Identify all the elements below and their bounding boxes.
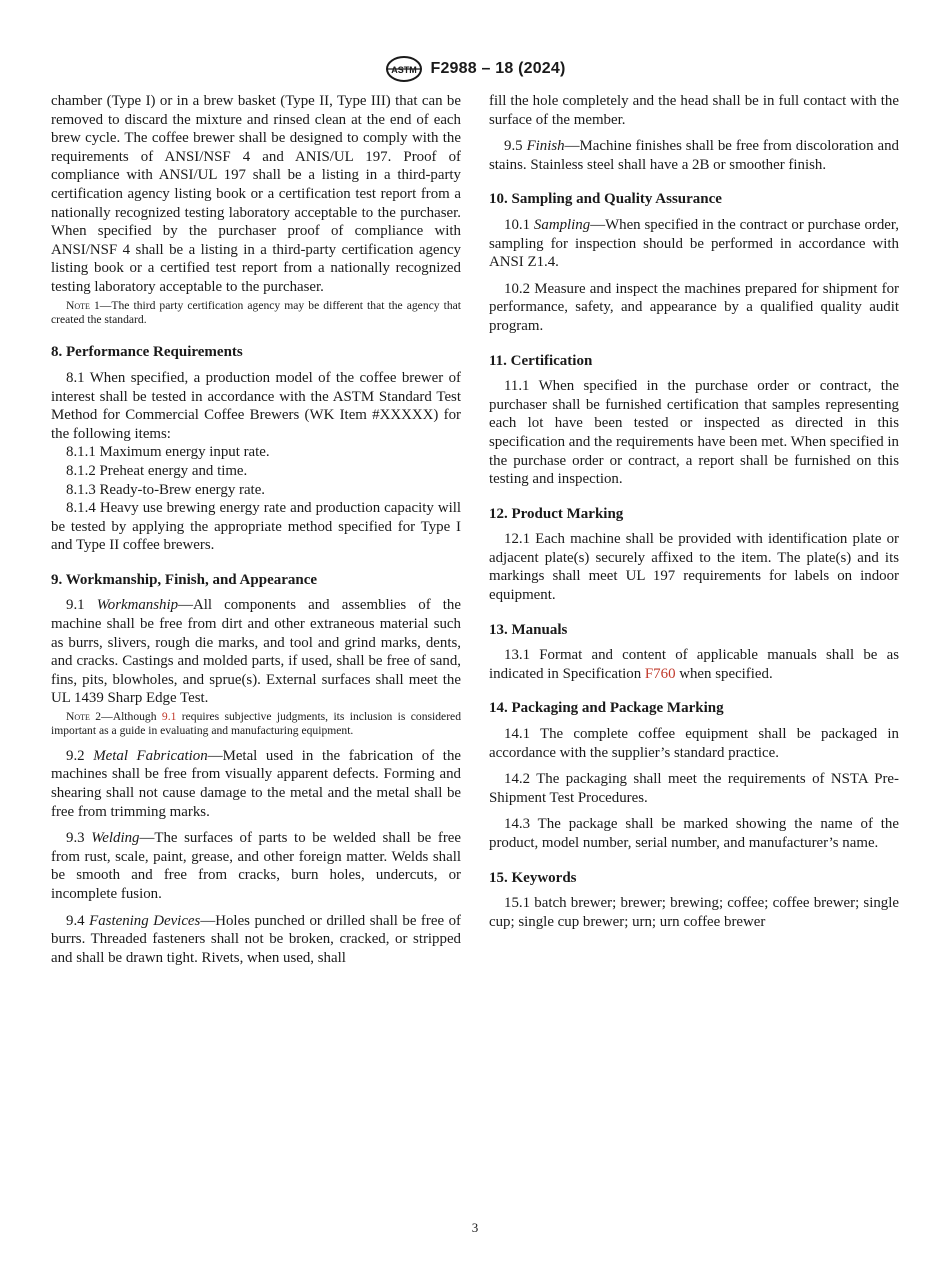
paragraph-12-1: 12.1 Each machine shall be provided with identification plate or adjacent plate(s) securely affixed to the item. The plate(s) and its markings shall meet UL 197 requirements for labels on indoor equipment. <box>489 531 899 604</box>
note-1 <box>51 299 461 328</box>
paragraph-13-1-text-post: when specified. <box>675 665 773 682</box>
paragraph-10-2: 10.2 Measure and inspect the machines prepared for shipment for performance, safety, and appearance by a qualified quality audit program. <box>489 280 899 334</box>
paragraph-9-1 <box>51 596 461 708</box>
astm-logo-icon <box>384 56 424 82</box>
paragraph-9-1-number: 9.1 <box>66 597 85 614</box>
paragraph-9-2 <box>51 747 461 821</box>
note-1-label: Note 1 <box>66 298 100 312</box>
paragraph-10-1-number: 10.1 <box>504 216 531 233</box>
paragraph-9-5-number: 9.5 <box>504 138 523 155</box>
section-10-heading: 10. Sampling and Quality Assurance <box>489 191 722 208</box>
paragraph-9-3-title: Welding <box>91 830 140 847</box>
paragraph-9-2-text: —Metal used in the fabrication of the machines shall be free from visually apparent defects. Forming and shearing shall not cause damage to the metal and the metal shall be free from trimming marks. <box>51 747 461 820</box>
paragraph-9-5-title: Finish <box>526 138 565 155</box>
paragraph-9-4 <box>51 912 461 968</box>
paragraph-8-1-1: 8.1.1 Maximum energy input rate. <box>66 444 270 461</box>
paragraph-9-4-text: —Holes punched or drilled shall be free of burrs. Threaded fasteners shall not be broken, cracked, or stripped and shall be drawn tight. Rivets, when used, shall <box>51 912 461 966</box>
paragraph-9-1-text: —All components and assemblies of the machine shall be free from dirt and other extraneous material such as burrs, slivers, rough die marks, and tool and grind marks, dents, and cracks. Castings and molded parts, if used, shall be free of sand, fins, pits, blowholes, and sprue(s). External surfaces shall meet the UL 1439 Sharp Edge Test. <box>51 597 461 707</box>
document-designation: F2988 – 18 (2024) <box>430 60 566 77</box>
paragraph-9-3-number: 9.3 <box>66 830 85 847</box>
page-number: 3 <box>471 1220 479 1235</box>
paragraph-8-1-3: 8.1.3 Ready-to-Brew energy rate. <box>66 481 266 498</box>
paragraph-8-1-4: 8.1.4 Heavy use brewing energy rate and production capacity will be tested by applying the appropriate method specified for Type I and Type II coffee brewers. <box>51 500 461 554</box>
section-13-heading: 13. Manuals <box>489 621 568 638</box>
note-2-text-pre: —Although <box>101 710 162 724</box>
paragraph-9-2-number: 9.2 <box>66 747 85 764</box>
section-9-heading: 9. Workmanship, Finish, and Appearance <box>51 571 318 588</box>
section-8-heading: 8. Performance Requirements <box>51 344 243 361</box>
paragraph-13-1-text-pre: 13.1 Format and content of applicable manuals shall be as indicated in Specification <box>489 647 899 682</box>
paragraph-9-3-text: —The surfaces of parts to be welded shall be free from rust, scale, paint, grease, and other foreign matter. Welds shall be smooth and free from cracks, burn holes, undercuts, or incomplete fusion. <box>51 830 461 902</box>
paragraph-14-1: 14.1 The complete coffee equipment shall be packaged in accordance with the supplier’s standard practice. <box>489 726 899 761</box>
paragraph-10-1-title: Sampling <box>533 216 591 233</box>
paragraph-continued: chamber (Type I) or in a brew basket (Type II, Type III) that can be removed to discard the mixture and rinsed clean at the end of each brew cycle. The coffee brewer shall be designed to comply with the requirements of ANSI/NSF 4 and ANIS/UL 197. Proof of compliance with ANSI/UL 197 shall be a listing in a third-party certification agency listing book or a certification test report from a nationally recognized testing laboratory acceptable to the purchaser. When specified by the purchaser proof of compliance with ANSI/NSF 4 shall be a listing in a third-party certification agency listing book or a certified test report from a nationally recognized testing laboratory acceptable to the purchaser. <box>51 93 461 295</box>
logo-text: ASTM <box>391 65 418 75</box>
right-column <box>489 92 899 931</box>
paragraph-10-1-text: —When specified in the contract or purchase order, sampling for inspection should be performed in accordance with ANSI Z1.4. <box>489 216 899 271</box>
note-2-ref-link[interactable]: 9.1 <box>161 710 177 724</box>
paragraph-9-2-title: Metal Fabrication <box>93 747 208 764</box>
section-15-heading: 15. Keywords <box>489 869 577 886</box>
left-column <box>51 92 461 967</box>
paragraph-8-1-2: 8.1.2 Preheat energy and time. <box>66 462 248 479</box>
note-2 <box>51 710 461 739</box>
paragraph-15-1: 15.1 batch brewer; brewer; brewing; coffee; coffee brewer; single cup; single cup brewer; urn; urn coffee brewer <box>489 895 899 930</box>
paragraph-8-1: 8.1 When specified, a production model of the coffee brewer of interest shall be tested in accordance with the ASTM Standard Test Method for Commercial Coffee Brewers (WK Item #XXXXX) for the following items: <box>51 369 461 442</box>
paragraph-14-2: 14.2 The packaging shall meet the requirements of NSTA Pre-Shipment Test Procedures. <box>489 771 899 806</box>
note-2-label: Note 2 <box>66 710 102 724</box>
paragraph-11-1: 11.1 When specified in the purchase order or contract, the purchaser shall be furnished certification that samples representing each lot have been tested or inspected as directed in this specification and the requirements have been met. When specified in the purchase order or contract, a report shall be furnished on this testing and inspection. <box>489 378 899 488</box>
section-14-heading: 14. Packaging and Package Marking <box>489 700 724 717</box>
page-header <box>0 56 950 82</box>
paragraph-9-5-text: —Machine finishes shall be free from discoloration and stains. Stainless steel shall have a 2B or smoother finish. <box>489 138 899 173</box>
note-1-text: —The third party certification agency may be different that the agency that created the standard. <box>51 298 462 326</box>
specification-f760-link[interactable]: F760 <box>644 665 676 682</box>
section-12-heading: 12. Product Marking <box>489 505 624 522</box>
paragraph-9-3 <box>51 829 461 903</box>
paragraph-9-4-continued: fill the hole completely and the head shall be in full contact with the surface of the member. <box>489 93 899 128</box>
paragraph-13-1 <box>489 646 899 683</box>
paragraph-14-3: 14.3 The package shall be marked showing the name of the product, model number, serial number, and manufacturer’s name. <box>489 816 899 851</box>
note-2-text-post: requires subjective judgments, its inclusion is considered important as a guide in evaluating and manufacturing equipment. <box>51 710 461 738</box>
paragraph-10-1 <box>489 216 899 272</box>
paragraph-9-1-title: Workmanship <box>96 597 179 614</box>
paragraph-9-4-number: 9.4 <box>66 912 85 929</box>
paragraph-9-4-title: Fastening Devices <box>89 912 201 929</box>
paragraph-9-5 <box>489 137 899 174</box>
section-11-heading: 11. Certification <box>489 352 593 369</box>
